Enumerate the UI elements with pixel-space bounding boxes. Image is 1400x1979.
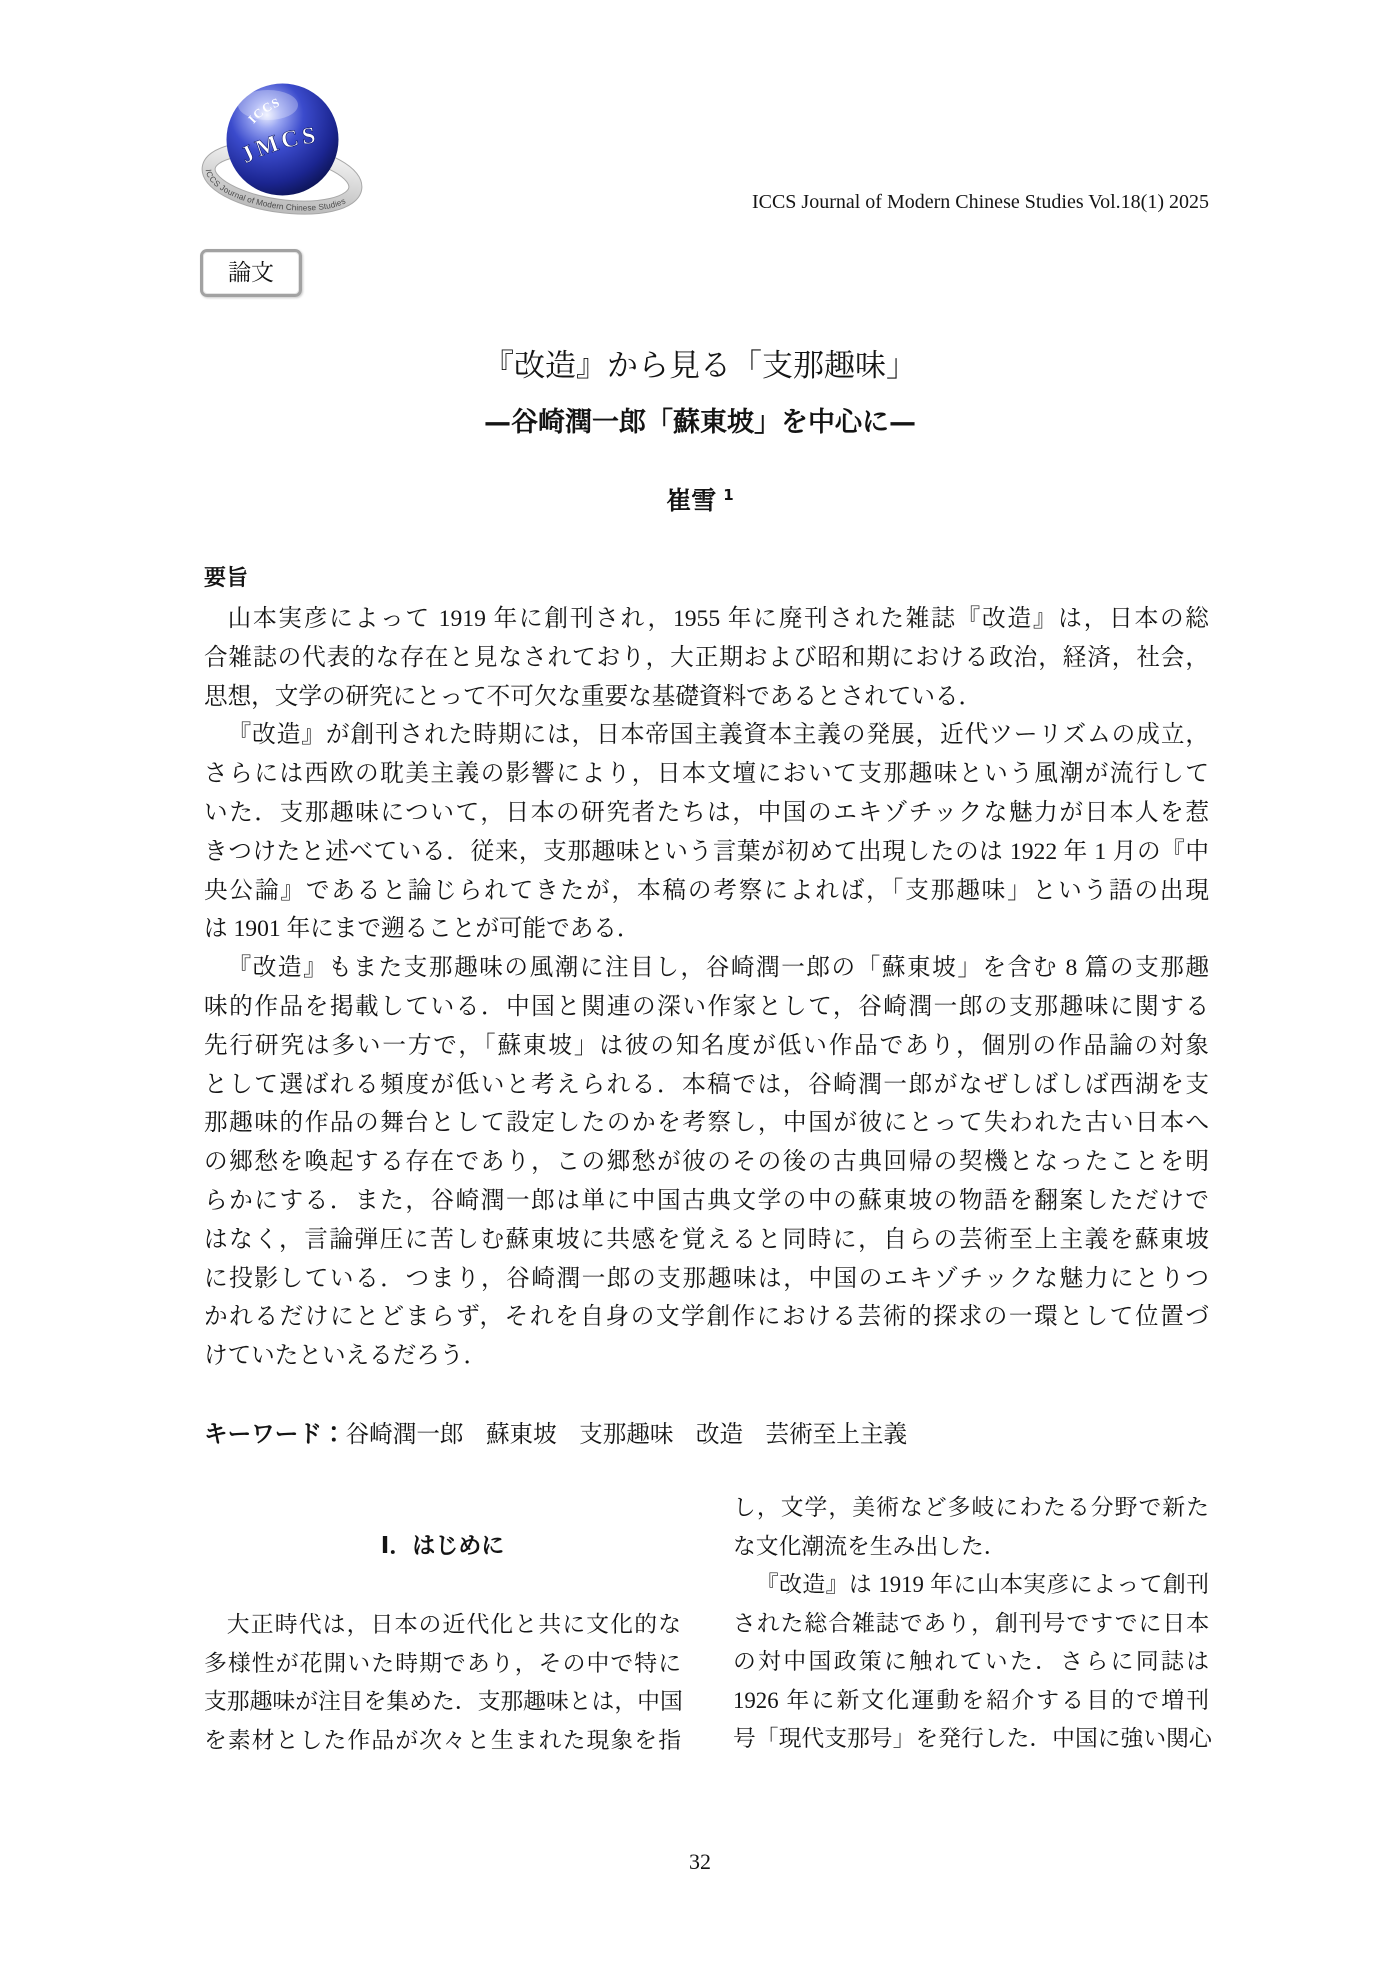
abstract-line: 味的作品を掲載している．中国と関連の深い作家として，谷崎潤一郎の支那趣味に関する [204,993,1209,1020]
abstract-line: 『改造』もまた支那趣味の風潮に注目し，谷崎潤一郎の「蘇東坡」を含む 8 篇の支那趣 [227,955,1209,982]
abstract-line: 央公論』であると論じられてきたが，本稿の考察によれば，「支那趣味」という語の出現 [204,877,1209,904]
keyword: 谷崎潤一郎 [345,1422,464,1448]
article-type-badge: 論文 [200,249,302,297]
logo-top-text: ICCS [245,94,283,127]
page-number: 32 [689,1849,711,1874]
abstract-line: 思想，文学の研究にとって不可欠な重要な基礎資料であるとされている． [204,683,983,710]
keyword: 蘇東坡 [485,1422,557,1448]
author-name: 崔雪 [666,486,717,515]
abstract-line: かれるだけにとどまらず，それを自身の文学創作における芸術的探求の一環として位置づ [204,1304,1209,1331]
section-heading: Ⅰ．はじめに [380,1533,505,1559]
keyword: 支那趣味 [579,1422,674,1448]
body-line: 支那趣味が注目を集めた．支那趣味とは，中国 [204,1689,683,1715]
author [0,484,1400,518]
abstract-line: けていたといえるだろう． [204,1343,488,1370]
body-column-right [733,1489,1212,1759]
keywords [204,1414,907,1455]
abstract-line: 合雑誌の代表的な存在と見なされており，大正期および昭和期における政治，経済，社会， [204,644,1209,671]
article-title: 『改造』から見る「支那趣味」 [483,348,917,384]
abstract-line: として選ばれる頻度が低いと考えられる．本稿では，谷崎潤一郎がなぜしばしば西湖を支 [204,1071,1209,1098]
abstract-body [204,600,1209,1376]
body-line: された総合雑誌であり，創刊号ですでに日本 [733,1610,1209,1636]
abstract-line: 先行研究は多い一方で，「蘇東坡」は彼の知名度が低い作品であり，個別の作品論の対象 [204,1032,1209,1059]
journal-logo [198,78,378,228]
keywords-label: キーワード： [204,1420,346,1448]
abstract-heading: 要旨 [204,566,249,591]
abstract-line: いた．支那趣味について，日本の研究者たちは，中国のエキゾチックな魅力が日本人を惹 [204,799,1209,826]
logo-main-text: JMCS [236,122,320,170]
abstract-line: 『改造』が創刊された時期には，日本帝国主義資本主義の発展，近代ツーリズムの成立， [227,722,1209,749]
body-column-left [204,1606,681,1760]
body-line: 多様性が花開いた時期であり，その中で特に [204,1650,681,1676]
logo-ring-text: ICCS Journal of Modern Chinese Studies [203,168,347,213]
abstract-line: はなく，言論弾圧に苦しむ蘇東坡に共感を覚えると同時に，自らの芸術至上主義を蘇東坡 [204,1226,1209,1253]
abstract-line: 山本実彦によって 1919 年に創刊され，1955 年に廃刊された雑誌『改造』は，日本の総 [227,606,1209,632]
keyword: 改造 [695,1422,744,1448]
body-line: 号「現代支那号」を発行した．中国に強い関心 [733,1726,1212,1752]
body-line: 『改造』は 1919 年に山本実彦によって創刊 [755,1572,1209,1598]
abstract-line: は 1901 年にまで遡ることが可能である． [204,916,641,943]
body-line: を素材とした作品が次々と生まれた現象を指 [204,1727,681,1753]
body-line: し，文学，美術など多岐にわたる分野で新た [733,1495,1209,1520]
article-subtitle: —谷崎潤一郎「蘇東坡」を中心に— [484,407,916,438]
body-line: な文化潮流を生み出した． [733,1533,1007,1559]
body-line: の対中国政策に触れていた．さらに同誌は [733,1649,1209,1675]
author-footnote-mark: 1 [723,486,734,504]
abstract-line: きつけたと述べている．従来，支那趣味という言葉が初めて出現したのは 1922 年 1 月の『中 [204,838,1209,865]
body-line: 大正時代は，日本の近代化と共に文化的な [226,1612,681,1637]
keyword: 芸術至上主義 [765,1422,908,1448]
abstract-line: の郷愁を喚起する存在であり，この郷愁が彼のその後の古典回帰の契機となったことを明 [204,1149,1209,1176]
abstract-line: に投影している．つまり，谷崎潤一郎の支那趣味は，中国のエキゾチックな魅力にとりつ [204,1265,1209,1292]
abstract-line: らかにする．また，谷崎潤一郎は単に中国古典文学の中の蘇東坡の物語を翻案しただけで [204,1187,1209,1214]
abstract-line: さらには西欧の耽美主義の影響により，日本文壇において支那趣味という風潮が流行して [204,761,1209,788]
journal-header: ICCS Journal of Modern Chinese Studies Vol.18(1) 2025 [751,191,1209,213]
body-line: 1926 年に新文化運動を紹介する目的で増刊 [733,1687,1209,1713]
abstract-line: 那趣味的作品の舞台として設定したのかを考察し，中国が彼にとって失われた古い日本へ [204,1110,1209,1137]
